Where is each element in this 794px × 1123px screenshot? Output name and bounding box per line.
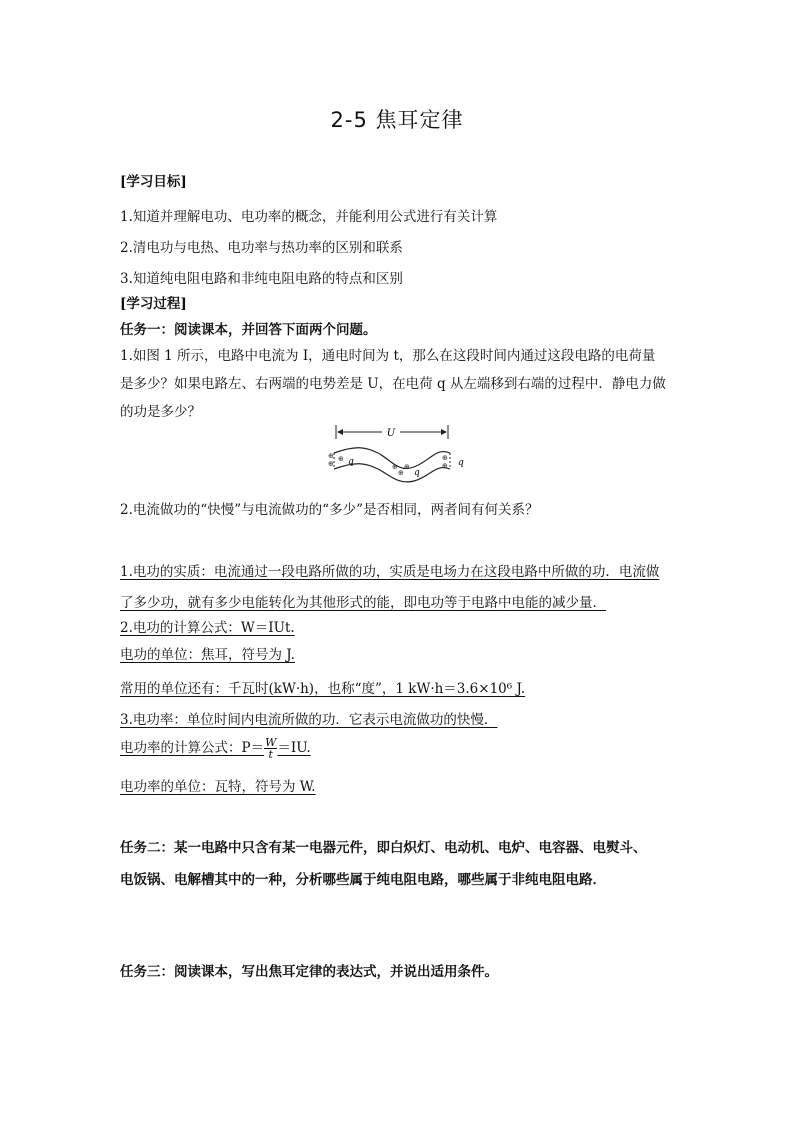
svg-text:⊕: ⊕ (328, 460, 334, 468)
goals-heading: [学习目标] (120, 174, 187, 190)
question1-line-1: 1.如图 1 所示，电路中电流为 I，通电时间为 t，那么在这段时间内通过这段电路的电荷量 (120, 348, 656, 364)
svg-text:⊕: ⊕ (404, 463, 410, 471)
figure-q-label-left: q (348, 457, 354, 467)
figure-q-label-middle: q (414, 468, 420, 478)
task1-heading: 任务一：阅读课本，并回答下面两个问题。 (120, 322, 377, 338)
question1-line-2: 是多少？如果电路左、右两端的电势差是 U，在电荷 q 从左端移到右端的过程中．静电力做 (120, 376, 666, 392)
note3-unit: 电功率的单位：瓦特，符号为 W. (120, 779, 316, 795)
note3-fraction-numerator: W (265, 736, 277, 749)
figure-charges-right (442, 454, 448, 470)
page-title: 2-5 焦耳定律 (330, 108, 464, 132)
note3-formula-prefix: 电功率的计算公式：P＝ (120, 740, 265, 756)
goal-item-3: 3.知道纯电阻电路和非纯电阻电路的特点和区别 (120, 271, 403, 287)
figure-charges-middle (392, 463, 410, 477)
figure-u-arrowhead-right (441, 429, 447, 435)
svg-text:⊕: ⊕ (442, 462, 448, 470)
task3-heading: 任务三：阅读课本，写出焦耳定律的表达式，并说出适用条件。 (120, 964, 498, 980)
question2: 2.电流做功的“快慢”与电流做功的“多少”是否相同，两者间有何关系？ (120, 502, 539, 518)
svg-text:⊕: ⊕ (328, 452, 334, 460)
task2-line-1: 任务二：某一电路中只含有某一电器元件，即白炽灯、电动机、电炉、电容器、电熨斗、 (120, 840, 647, 856)
figure-charges-left (328, 452, 344, 468)
note1-line-1: 1.电功的实质：电流通过一段电路所做的功，实质是电场力在这段电路中所做的功．电流做 (120, 564, 660, 580)
figure-q-label-right: q (458, 458, 464, 468)
note2-common-unit: 常用的单位还有：千瓦时(kW·h)，也称“度”，1 kW·h＝3.6×10⁶ J. (120, 681, 526, 697)
note3-fraction-denominator: t (268, 748, 273, 761)
figure-u-label: U (386, 428, 396, 439)
svg-text:⊕: ⊕ (398, 469, 404, 477)
note1-line-2: 了多少功，就有多少电能转化为其他形式的能，即电功等于电路中电能的减少量． (120, 595, 606, 611)
figure-u-arrowhead-left (337, 429, 343, 435)
task2-line-2: 电饭锅、电解槽其中的一种，分析哪些属于纯电阻电路，哪些属于非纯电阻电路． (120, 872, 606, 888)
goal-item-1: 1.知道并理解电功、电功率的概念，并能利用公式进行有关计算 (120, 209, 498, 225)
note3-formula-suffix: ＝IU. (277, 740, 311, 756)
note3-fraction (264, 737, 277, 760)
process-heading: [学习过程] (120, 296, 187, 312)
svg-text:⊕: ⊕ (392, 463, 398, 471)
question1-line-3: 的功是多少？ (120, 404, 201, 420)
note2-unit: 电功的单位：焦耳，符号为 J. (120, 647, 295, 663)
goal-item-2: 2.清电功与电热、电功率与热功率的区别和联系 (120, 240, 403, 256)
note3-formula (120, 736, 311, 760)
circuit-figure-1 (326, 423, 472, 485)
svg-text:⊕: ⊕ (442, 454, 448, 462)
note2-formula: 2.电功的计算公式：W＝IUt. (120, 620, 295, 636)
note3-definition: 3.电功率：单位时间内电流所做的功．它表示电流做功的快慢． (120, 712, 498, 728)
svg-text:⊕: ⊕ (338, 455, 344, 463)
